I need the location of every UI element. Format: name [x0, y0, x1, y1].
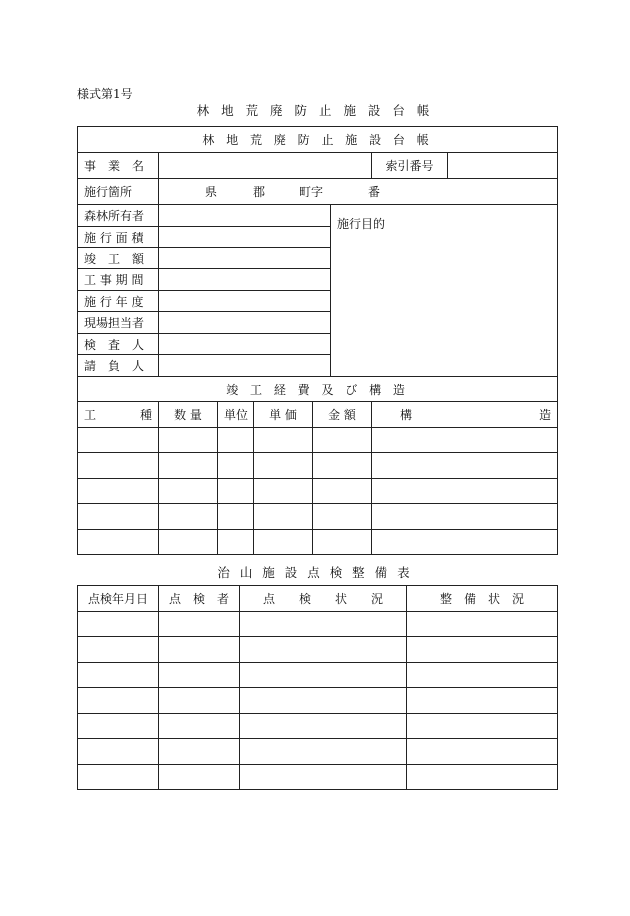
inspection-row	[78, 739, 558, 765]
cost-cell-work-type[interactable]	[78, 428, 159, 453]
inspection-cell-inspector[interactable]	[159, 612, 240, 637]
cost-cell-amount[interactable]	[313, 479, 372, 504]
register-inner-title: 林 地 荒 廃 防 止 施 設 台 帳	[78, 127, 558, 153]
header-inspection-status: 点 検 状 況	[240, 586, 407, 612]
field-period-label: 工 事 期 間	[78, 269, 159, 291]
cost-row	[78, 453, 558, 479]
inspection-cell-maintenance[interactable]	[407, 714, 558, 739]
cost-cell-amount[interactable]	[313, 530, 372, 555]
form-number: 様式第1号	[77, 87, 133, 101]
field-fiscal-year-value[interactable]	[159, 291, 331, 312]
index-number-value[interactable]	[448, 153, 558, 179]
cost-cell-unit[interactable]	[218, 479, 254, 504]
inspection-cell-inspector[interactable]	[159, 688, 240, 714]
header-work-type: 工 種	[78, 402, 159, 428]
field-site-manager-label: 現場担当者	[78, 312, 159, 334]
inspection-cell-status[interactable]	[240, 637, 407, 663]
field-forest-owner-label: 森林所有者	[78, 205, 159, 227]
cost-cell-structure[interactable]	[372, 428, 558, 453]
field-completion-amount-label: 竣 工 額	[78, 248, 159, 269]
field-contractor-label: 請 負 人	[78, 355, 159, 377]
cost-cell-structure[interactable]	[372, 479, 558, 504]
cost-cell-work-type[interactable]	[78, 530, 159, 555]
inspection-cell-inspector[interactable]	[159, 765, 240, 790]
cost-cell-unit-price[interactable]	[254, 428, 313, 453]
header-inspection-date: 点検年月日	[78, 586, 159, 612]
inspection-cell-date[interactable]	[78, 765, 159, 790]
inspection-cell-maintenance[interactable]	[407, 612, 558, 637]
cost-cell-quantity[interactable]	[159, 453, 218, 479]
header-amount: 金 額	[313, 402, 372, 428]
cost-cell-unit-price[interactable]	[254, 479, 313, 504]
cost-row	[78, 504, 558, 530]
inspection-row	[78, 663, 558, 688]
cost-cell-amount[interactable]	[313, 453, 372, 479]
inspection-cell-date[interactable]	[78, 714, 159, 739]
project-name-value[interactable]	[159, 153, 372, 179]
header-structure: 構 造	[372, 402, 558, 428]
inspection-cell-date[interactable]	[78, 612, 159, 637]
inspection-row	[78, 637, 558, 663]
inspection-cell-maintenance[interactable]	[407, 688, 558, 714]
location-town: 町字	[299, 185, 324, 199]
facility-register-table	[77, 126, 558, 555]
inspection-cell-maintenance[interactable]	[407, 765, 558, 790]
cost-cell-unit-price[interactable]	[254, 530, 313, 555]
inspection-cell-inspector[interactable]	[159, 663, 240, 688]
location-lot: 番	[368, 185, 381, 199]
field-contractor-value[interactable]	[159, 355, 331, 377]
cost-cell-amount[interactable]	[313, 504, 372, 530]
field-inspector-label: 検 査 人	[78, 334, 159, 355]
inspection-cell-date[interactable]	[78, 663, 159, 688]
inspection-row	[78, 714, 558, 739]
location-value[interactable]	[159, 179, 558, 205]
inspection-cell-inspector[interactable]	[159, 637, 240, 663]
header-unit: 単位	[218, 402, 254, 428]
inspection-cell-maintenance[interactable]	[407, 663, 558, 688]
inspection-table	[77, 585, 558, 790]
cost-cell-unit[interactable]	[218, 504, 254, 530]
inspection-cell-inspector[interactable]	[159, 714, 240, 739]
header-maintenance-status: 整 備 状 況	[407, 586, 558, 612]
field-area-value[interactable]	[159, 227, 331, 248]
cost-cell-structure[interactable]	[372, 504, 558, 530]
cost-cell-unit[interactable]	[218, 428, 254, 453]
cost-cell-unit-price[interactable]	[254, 453, 313, 479]
inspection-row	[78, 688, 558, 714]
cost-cell-unit[interactable]	[218, 453, 254, 479]
cost-cell-work-type[interactable]	[78, 453, 159, 479]
cost-cell-work-type[interactable]	[78, 504, 159, 530]
cost-row	[78, 530, 558, 555]
header-inspector: 点 検 者	[159, 586, 240, 612]
cost-cell-quantity[interactable]	[159, 428, 218, 453]
purpose-label: 施行目的	[337, 217, 386, 231]
cost-cell-structure[interactable]	[372, 453, 558, 479]
field-area-label: 施 行 面 積	[78, 227, 159, 248]
cost-cell-quantity[interactable]	[159, 479, 218, 504]
inspection-cell-status[interactable]	[240, 663, 407, 688]
inspection-cell-status[interactable]	[240, 765, 407, 790]
cost-cell-amount[interactable]	[313, 428, 372, 453]
cost-cell-unit[interactable]	[218, 530, 254, 555]
inspection-cell-date[interactable]	[78, 637, 159, 663]
cost-cell-quantity[interactable]	[159, 504, 218, 530]
inspection-cell-status[interactable]	[240, 714, 407, 739]
purpose-cell[interactable]	[331, 205, 558, 377]
field-fiscal-year-label: 施 行 年 度	[78, 291, 159, 312]
document-title: 林 地 荒 廃 防 止 施 設 台 帳	[196, 103, 434, 118]
location-label: 施行箇所	[78, 179, 159, 205]
field-site-manager-value[interactable]	[159, 312, 331, 334]
inspection-cell-status[interactable]	[240, 739, 407, 765]
cost-row	[78, 479, 558, 504]
field-completion-amount-value[interactable]	[159, 248, 331, 269]
cost-cell-structure[interactable]	[372, 530, 558, 555]
location-prefecture: 県	[205, 185, 218, 199]
field-period-value[interactable]	[159, 269, 331, 291]
cost-row	[78, 428, 558, 453]
inspection-title: 治 山 施 設 点 検 整 備 表	[217, 565, 413, 580]
inspection-cell-date[interactable]	[78, 688, 159, 714]
cost-structure-title: 竣 工 経 費 及 び 構 造	[78, 377, 558, 402]
cost-cell-unit-price[interactable]	[254, 504, 313, 530]
index-number-label: 索引番号	[372, 153, 448, 179]
inspection-cell-status[interactable]	[240, 612, 407, 637]
inspection-cell-maintenance[interactable]	[407, 739, 558, 765]
cost-cell-work-type[interactable]	[78, 479, 159, 504]
header-unit-price: 単 価	[254, 402, 313, 428]
inspection-cell-maintenance[interactable]	[407, 637, 558, 663]
field-forest-owner-value[interactable]	[159, 205, 331, 227]
header-quantity: 数 量	[159, 402, 218, 428]
field-inspector-value[interactable]	[159, 334, 331, 355]
location-county: 郡	[253, 185, 266, 199]
project-name-label: 事 業 名	[78, 153, 159, 179]
inspection-cell-inspector[interactable]	[159, 739, 240, 765]
inspection-row	[78, 765, 558, 790]
inspection-cell-status[interactable]	[240, 688, 407, 714]
inspection-row	[78, 612, 558, 637]
cost-cell-quantity[interactable]	[159, 530, 218, 555]
inspection-cell-date[interactable]	[78, 739, 159, 765]
